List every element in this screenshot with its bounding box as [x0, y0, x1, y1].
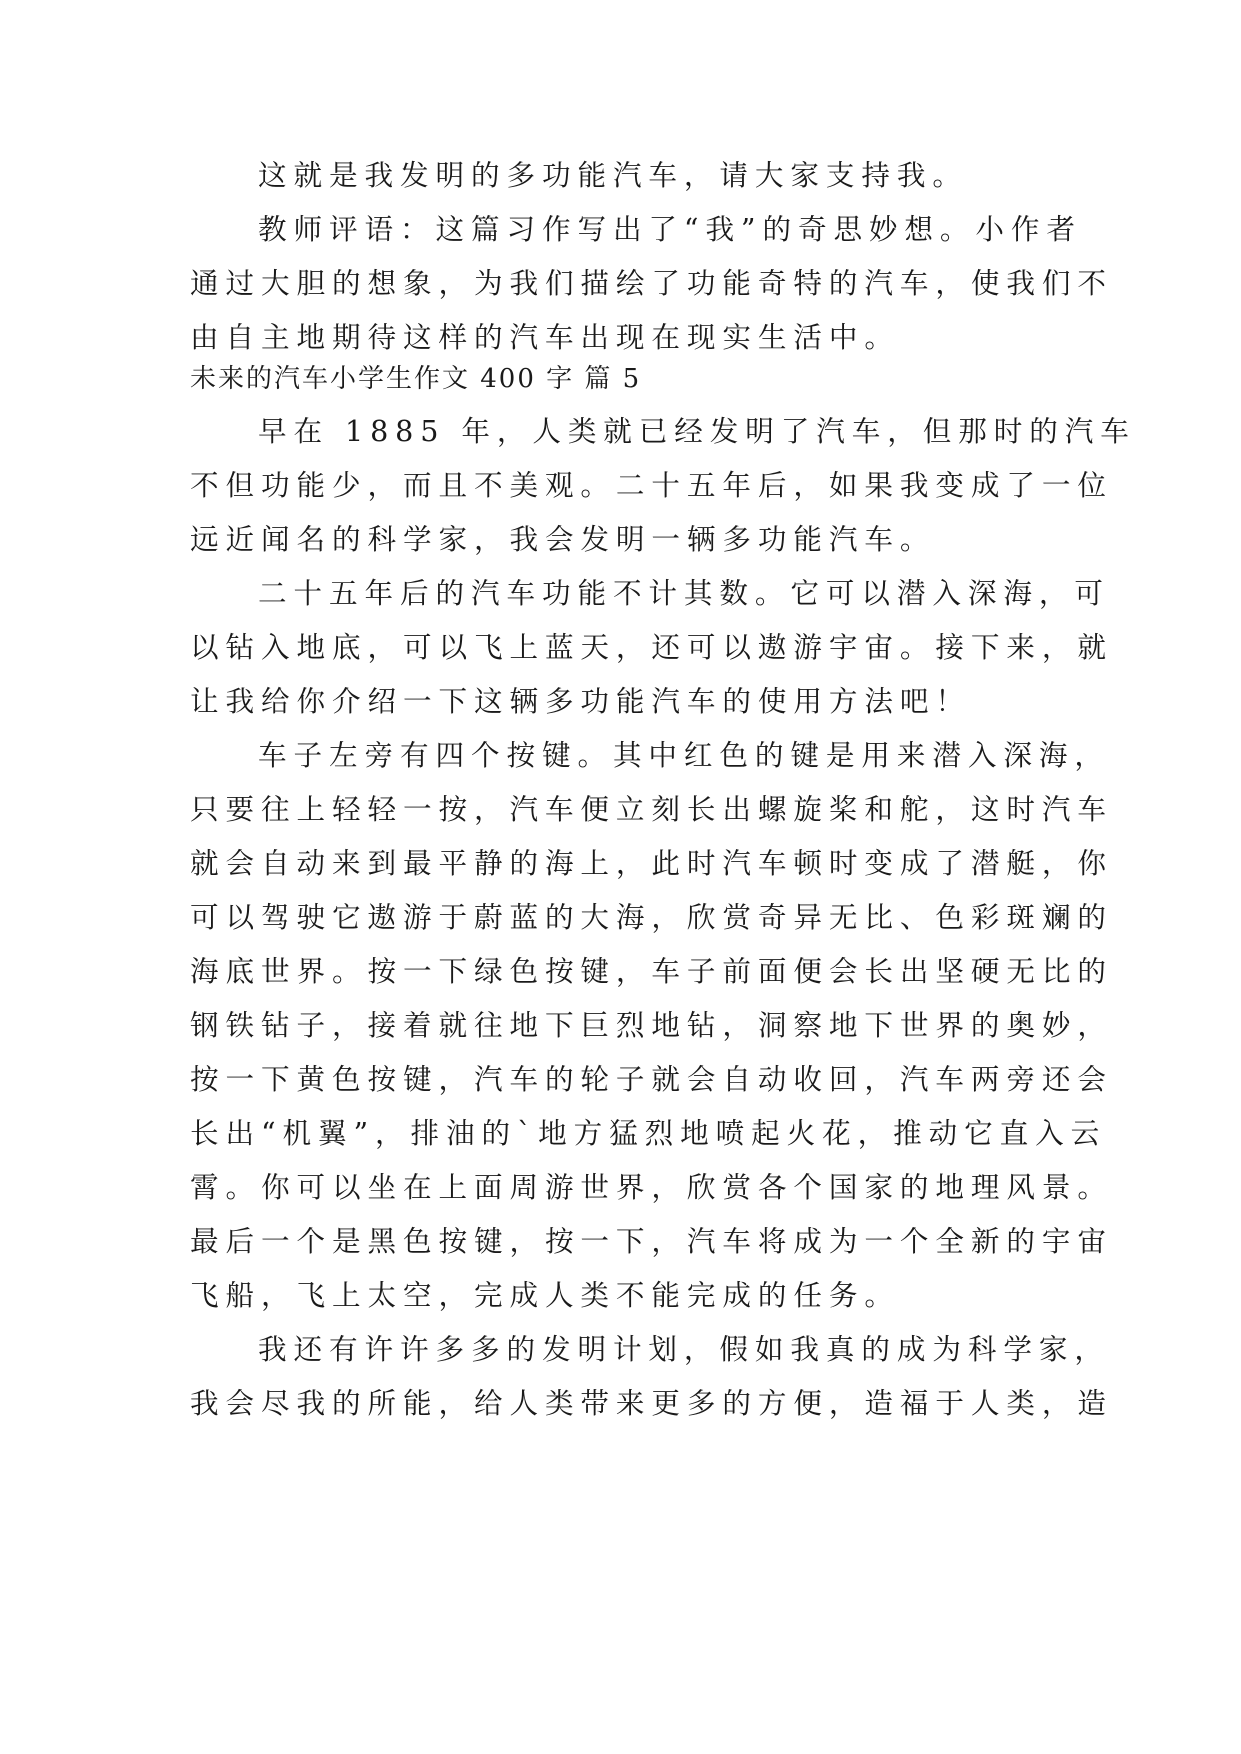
- paragraph-line: 早在 1885 年，人类就已经发明了汽车，但那时的汽车: [258, 414, 1136, 448]
- paragraph-line: 只要往上轻轻一按，汽车便立刻长出螺旋桨和舵，这时汽车: [190, 792, 1113, 826]
- section-heading: 未来的汽车小学生作文 400 字 篇 5: [190, 364, 642, 394]
- paragraph-line: 二十五年后的汽车功能不计其数。它可以潜入深海，可: [258, 576, 1110, 610]
- paragraph-line: 飞船，飞上太空，完成人类不能完成的任务。: [190, 1278, 900, 1312]
- paragraph-line: 钢铁钻子，接着就往地下巨烈地钻，洞察地下世界的奥妙，: [190, 1008, 1113, 1042]
- paragraph-line: 长出“机翼”，排油的`地方猛烈地喷起火花，推动它直入云: [190, 1116, 1107, 1150]
- paragraph-line: 由自主地期待这样的汽车出现在现实生活中。: [190, 320, 900, 354]
- paragraph-line: 我会尽我的所能，给人类带来更多的方便，造福于人类，造: [190, 1386, 1113, 1420]
- paragraph-line: 通过大胆的想象，为我们描绘了功能奇特的汽车，使我们不: [190, 266, 1113, 300]
- paragraph-line: 我还有许许多多的发明计划，假如我真的成为科学家，: [258, 1332, 1110, 1366]
- paragraph-line: 不但功能少，而且不美观。二十五年后，如果我变成了一位: [190, 468, 1113, 502]
- paragraph-line: 远近闻名的科学家，我会发明一辆多功能汽车。: [190, 522, 936, 556]
- paragraph-line: 以钻入地底，可以飞上蓝天，还可以遨游宇宙。接下来，就: [190, 630, 1113, 664]
- paragraph-line: 让我给你介绍一下这辆多功能汽车的使用方法吧！: [190, 684, 971, 718]
- paragraph-line: 霄。你可以坐在上面周游世界，欣赏各个国家的地理风景。: [190, 1170, 1113, 1204]
- paragraph-line: 这就是我发明的多功能汽车，请大家支持我。: [258, 158, 968, 192]
- paragraph-line: 可以驾驶它遨游于蔚蓝的大海，欣赏奇异无比、色彩斑斓的: [190, 900, 1113, 934]
- paragraph-line: 教师评语：这篇习作写出了“我”的奇思妙想。小作者: [258, 212, 1082, 246]
- paragraph-line: 按一下黄色按键，汽车的轮子就会自动收回，汽车两旁还会: [190, 1062, 1113, 1096]
- paragraph-line: 车子左旁有四个按键。其中红色的键是用来潜入深海，: [258, 738, 1110, 772]
- paragraph-line: 最后一个是黑色按键，按一下，汽车将成为一个全新的宇宙: [190, 1224, 1113, 1258]
- paragraph-line: 就会自动来到最平静的海上，此时汽车顿时变成了潜艇，你: [190, 846, 1113, 880]
- paragraph-line: 海底世界。按一下绿色按键，车子前面便会长出坚硬无比的: [190, 954, 1113, 988]
